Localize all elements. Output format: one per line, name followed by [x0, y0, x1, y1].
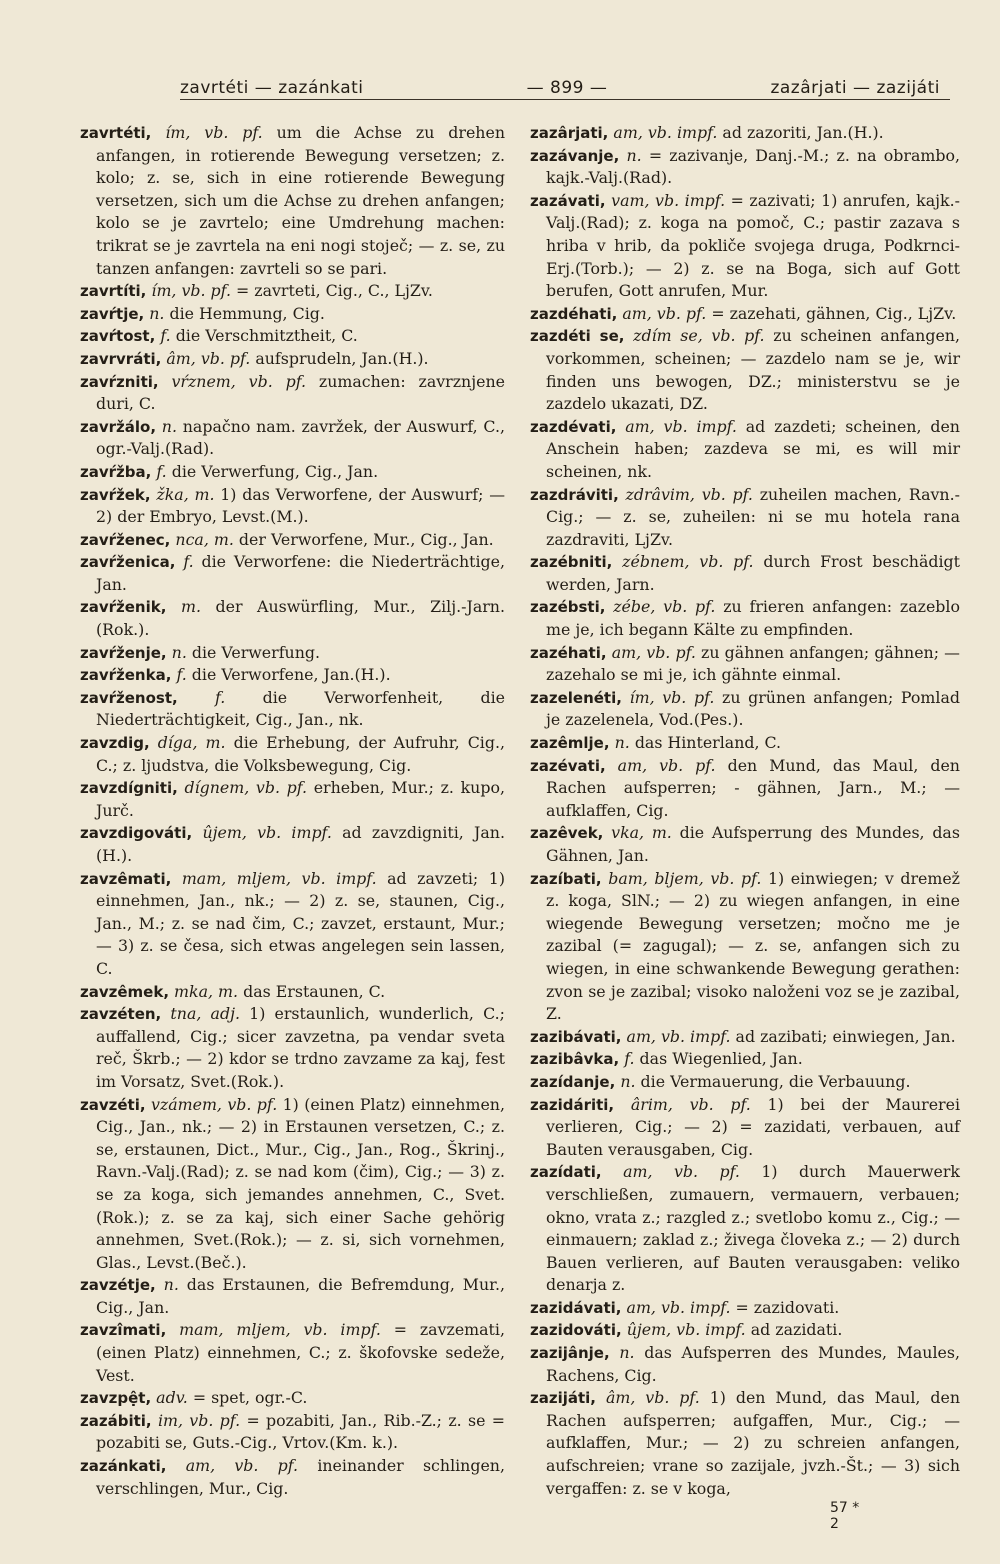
- entry-grammar: zébnem, vb. pf.: [622, 552, 754, 572]
- entry-definition: den Mund, das Maul, den Rachen aufsperren; - gähnen, Jarn., M.; — aufklaffen, Cig.: [546, 755, 960, 820]
- entry-headword: zazêvek,: [530, 824, 604, 843]
- dictionary-entry: [530, 1319, 960, 1342]
- entry-headword: zazídanje,: [530, 1072, 616, 1091]
- dictionary-entry: [530, 868, 960, 1026]
- dictionary-entry: [80, 822, 505, 867]
- entry-grammar: n.: [149, 303, 165, 323]
- dictionary-entry: [530, 303, 960, 326]
- entry-headword: zazdévati,: [530, 417, 617, 436]
- dictionary-entry: [80, 325, 505, 348]
- entry-grammar: vam, vb. impf.: [611, 190, 726, 210]
- entry-headword: zazibávati,: [530, 1027, 622, 1046]
- entry-definition: zu gähnen anfangen; gähnen; — zazehalo se mi je, ich gähnte einmal.: [546, 642, 960, 685]
- entry-definition: 1) (einen Platz) einnehmen, Cig., Jan., nk.; — 2) in Erstaunen versetzen, C.; z. se, erstaunen, Dict., Mur., Cig., Jan., Rog., Škrinj., Ravn.-Valj.(Rad); z. se nad kom (čim), Cig.; — 3) z. se za koga, sich jemandes annehmen, C., Svet.(Rok.); z. se za kaj, sich einer Sache gehörig annehmen, Svet.(Rok.); — z. si, sich vornehmen, Glas., Levst.(Beč.).: [96, 1094, 506, 1272]
- entry-grammar: ím, vb. pf.: [151, 281, 231, 301]
- entry-definition: zuheilen machen, Ravn.-Cig.; — z. se, zuheilen: ni se mu hotela rana zazdraviti, LjZv.: [546, 484, 960, 549]
- running-header: [180, 62, 940, 98]
- entry-headword: zavŕtje,: [80, 304, 145, 323]
- dictionary-entry: [530, 1387, 960, 1500]
- dictionary-entry: [80, 529, 505, 552]
- dictionary-entry: [80, 484, 505, 529]
- dictionary-entry: [530, 822, 960, 867]
- entry-headword: zavŕžba,: [80, 462, 152, 481]
- entry-definition: = zazidovati.: [735, 1297, 840, 1317]
- entry-headword: zavzdigováti,: [80, 824, 193, 843]
- entry-grammar: am, vb. pf.: [617, 755, 716, 775]
- entry-grammar: am, vb. impf.: [625, 416, 737, 436]
- entry-grammar: nca, m.: [175, 529, 234, 549]
- sheet-mark: 57 * 2: [830, 1500, 860, 1532]
- entry-headword: zavzéten,: [80, 1005, 162, 1024]
- entry-grammar: zdím se, vb. pf.: [633, 326, 765, 346]
- entry-definition: die Verworfene, Jan.(H.).: [191, 665, 391, 685]
- entry-grammar: mka, m.: [174, 981, 239, 1001]
- entry-definition: zumachen: zavrznjene duri, C.: [96, 371, 506, 414]
- entry-definition: die Vermauerung, die Verbauung.: [640, 1071, 911, 1091]
- entry-grammar: vka, m.: [611, 823, 672, 843]
- dictionary-entry: [530, 1026, 960, 1049]
- entry-definition: das Erstaunen, C.: [243, 981, 386, 1001]
- entry-headword: zazdéti se,: [530, 327, 625, 346]
- entry-grammar: im, vb. pf.: [157, 1410, 241, 1430]
- entry-grammar: mam, mljem, vb. impf.: [179, 1320, 381, 1340]
- entry-grammar: am, vb. impf.: [626, 1297, 731, 1317]
- dictionary-entry: [530, 687, 960, 732]
- entry-grammar: vzámem, vb. pf.: [150, 1094, 278, 1114]
- entry-definition: = zazivati; 1) anrufen, kajk.-Valj.(Rad); z. koga na pomoč, C.; pastir zazava s hriba v hrib, da pokliče svojega druga, Podkrnci-Erj.(Torb.); — 2) z. se na Boga, sich auf Gott berufen, Gott anrufen, Mur.: [546, 190, 960, 301]
- left-column: [80, 122, 505, 1500]
- entry-grammar: am, vb. pf.: [622, 303, 707, 323]
- entry-definition: das Hinterland, C.: [634, 733, 782, 753]
- dictionary-entry: [530, 122, 960, 145]
- entry-headword: zavržálo,: [80, 417, 157, 436]
- entry-headword: zavrvráti,: [80, 349, 162, 368]
- dictionary-entry: [80, 122, 505, 280]
- entry-headword: zavŕženje,: [80, 643, 167, 662]
- entry-definition: 1) einwiegen; v dremež z. koga, SlN.; — 2) zu wiegen anfangen, in eine wiegende Bewegung versetzen; močno me je zazibal (= zagugal); — z. se, anfangen sich zu wiegen, in eine schwankende Bewegung gerathen: zvon se je zazibal; visoko naloženi voz se je zazibal, Z.: [546, 868, 960, 1024]
- entry-headword: zavŕžek,: [80, 485, 151, 504]
- entry-definition: die Verwerfung, Cig., Jan.: [171, 461, 379, 481]
- dictionary-entry: [530, 1297, 960, 1320]
- dictionary-entry: [80, 1387, 505, 1410]
- entry-headword: zavzéti,: [80, 1095, 146, 1114]
- dictionary-entry: [530, 551, 960, 596]
- dictionary-entry: [80, 664, 505, 687]
- dictionary-entry: [530, 325, 960, 415]
- entry-grammar: am, vb. pf.: [623, 1162, 740, 1182]
- entry-definition: zu scheinen anfangen, vorkommen, scheinen; — zazdelo nam se je, wir finden uns bewogen, DZ.; ministerstvu se je zazdelo ukazati, DZ.: [546, 326, 960, 414]
- dictionary-entry: [80, 596, 505, 641]
- entry-headword: zavzêmati,: [80, 869, 172, 888]
- entry-headword: zazibâvka,: [530, 1050, 620, 1069]
- entry-headword: zavzdígniti,: [80, 779, 178, 798]
- entry-definition: napačno nam. zavržek, der Auswurf, C., ogr.-Valj.(Rad).: [96, 416, 505, 459]
- dictionary-entry: [530, 596, 960, 641]
- dictionary-entry: [530, 416, 960, 484]
- dictionary-entry: [80, 1003, 505, 1093]
- dictionary-entry: [530, 1094, 960, 1162]
- dictionary-entry: [80, 371, 505, 416]
- dictionary-entry: [80, 1410, 505, 1455]
- entry-headword: zazêmlje,: [530, 734, 610, 753]
- entry-headword: zavŕtost,: [80, 327, 156, 346]
- entry-grammar: žka, m.: [156, 484, 215, 504]
- entry-definition: das Erstaunen, die Befremdung, Mur., Cig., Jan.: [96, 1275, 505, 1317]
- entry-grammar: dígnem, vb. pf.: [184, 778, 308, 798]
- dictionary-entry: [80, 687, 505, 732]
- entry-definition: die Hemmung, Cig.: [169, 303, 325, 323]
- entry-grammar: f.: [624, 1049, 635, 1069]
- entry-grammar: m.: [180, 597, 201, 617]
- entry-grammar: n.: [171, 642, 187, 662]
- dictionary-entry: [80, 303, 505, 326]
- entry-grammar: díga, m.: [157, 733, 226, 753]
- entry-grammar: âm, vb. pf.: [166, 348, 251, 368]
- entry-headword: zavŕženost,: [80, 688, 178, 707]
- entry-definition: = zavrteti, Cig., C., LjZv.: [236, 281, 433, 301]
- entry-definition: die Verworfenheit, die Niederträchtigkeit, Cig., Jan., nk.: [96, 687, 505, 730]
- entry-grammar: n.: [614, 733, 630, 753]
- entry-grammar: âm, vb. pf.: [605, 1388, 700, 1408]
- dictionary-entry: [530, 755, 960, 823]
- entry-definition: zu frieren anfangen: zazeblo me je, ich begann Kälte zu empfinden.: [546, 597, 960, 640]
- dictionary-entry: [530, 642, 960, 687]
- entry-grammar: n.: [619, 1343, 635, 1363]
- entry-grammar: ûjem, vb. impf.: [626, 1320, 746, 1340]
- entry-headword: zazidováti,: [530, 1321, 622, 1340]
- header-left: zavrtéti — zazánkati: [180, 78, 364, 98]
- entry-definition: = zazehati, gähnen, Cig., LjZv.: [711, 303, 957, 323]
- page-number: — 899 —: [526, 78, 608, 98]
- dictionary-entry: [80, 1274, 505, 1319]
- dictionary-entry: [530, 732, 960, 755]
- entry-headword: zazéhati,: [530, 643, 607, 662]
- entry-grammar: vŕznem, vb. pf.: [171, 371, 307, 391]
- entry-grammar: ím, vb. pf.: [165, 123, 263, 142]
- right-column: [530, 122, 960, 1500]
- dictionary-entry: [530, 1161, 960, 1297]
- dictionary-entry: [80, 777, 505, 822]
- dictionary-entry: [80, 461, 505, 484]
- entry-definition: ad zazoriti, Jan.(H.).: [722, 123, 884, 142]
- entry-headword: zazánkati,: [80, 1457, 167, 1476]
- entry-definition: ad zazidati.: [750, 1320, 843, 1340]
- entry-headword: zazdráviti,: [530, 485, 619, 504]
- dictionary-entry: [80, 732, 505, 777]
- entry-grammar: bam, bljem, vb. pf.: [608, 868, 762, 888]
- entry-grammar: am, vb. pf.: [185, 1456, 299, 1476]
- dictionary-entry: [530, 1071, 960, 1094]
- entry-definition: das Aufsperren des Mundes, Maules, Rachens, Cig.: [546, 1343, 961, 1385]
- entry-grammar: am, vb. impf.: [613, 123, 718, 142]
- entry-grammar: f.: [156, 461, 167, 481]
- entry-definition: aufsprudeln, Jan.(H.).: [255, 348, 429, 368]
- entry-definition: = zavzemati, (einen Platz) einnehmen, C.; z. škofovske sedeže, Vest.: [96, 1320, 505, 1385]
- entry-headword: zazávati,: [530, 191, 606, 210]
- entry-headword: zazábiti,: [80, 1411, 152, 1430]
- entry-grammar: ím, vb. pf.: [629, 687, 715, 707]
- dictionary-entry: [80, 642, 505, 665]
- entry-headword: zavzétje,: [80, 1276, 156, 1295]
- entry-definition: die Verschmitztheit, C.: [175, 326, 358, 346]
- dictionary-entry: [530, 1048, 960, 1071]
- entry-grammar: adv.: [156, 1388, 188, 1408]
- entry-definition: der Auswürfling, Mur., Zilj.-Jarn.(Rok.).: [96, 597, 505, 640]
- entry-headword: zavzdig,: [80, 734, 150, 753]
- entry-headword: zazávanje,: [530, 146, 620, 165]
- dictionary-entry: [530, 484, 960, 552]
- entry-headword: zazidávati,: [530, 1298, 622, 1317]
- entry-definition: die Verworfene: die Niederträchtige, Jan.: [96, 552, 506, 594]
- entry-headword: zazíbati,: [530, 869, 602, 888]
- dictionary-entry: [80, 416, 505, 461]
- entry-grammar: zébe, vb. pf.: [613, 597, 716, 617]
- dictionary-entry: [530, 1342, 960, 1387]
- entry-headword: zazébsti,: [530, 598, 606, 617]
- entry-headword: zavrtéti,: [80, 124, 152, 142]
- entry-headword: zazijânje,: [530, 1344, 610, 1363]
- entry-headword: zavŕženec,: [80, 530, 171, 549]
- entry-grammar: n.: [163, 1275, 179, 1295]
- entry-headword: zavŕzniti,: [80, 372, 159, 391]
- entry-headword: zavŕženik,: [80, 598, 167, 617]
- entry-grammar: n.: [620, 1071, 636, 1091]
- dictionary-entry: [80, 348, 505, 371]
- entry-definition: ad zavzdigniti, Jan.(H.).: [96, 823, 505, 865]
- entry-definition: um die Achse zu drehen anfangen, in rotierende Bewegung versetzen; z. kolo; z. se, sich in eine rotierende Bewegung versetzen, sich um die Achse zu drehen anfangen; kolo se je zavrtelo; eine Umdrehung machen: trikrat se je zavrtela na eni nogi stoječ; — z. se, zu tanzen anfangen: zavrteli so se pari.: [96, 123, 505, 278]
- dictionary-entry: [80, 280, 505, 303]
- entry-headword: zavŕženka,: [80, 666, 172, 685]
- entry-definition: ineinander schlingen, verschlingen, Mur., Cig.: [96, 1456, 506, 1498]
- entry-headword: zazébniti,: [530, 553, 613, 572]
- entry-grammar: zdrâvim, vb. pf.: [625, 484, 753, 504]
- dictionary-entry: [530, 145, 960, 190]
- entry-headword: zavzêmek,: [80, 982, 170, 1001]
- entry-headword: zavzîmati,: [80, 1321, 167, 1340]
- entry-grammar: ârim, vb. pf.: [630, 1094, 751, 1114]
- entry-headword: zavzpệt,: [80, 1389, 152, 1408]
- header-right: zazârjati — zazijáti: [770, 78, 940, 98]
- dictionary-entry: [80, 1455, 505, 1500]
- dictionary-entry: [80, 551, 505, 596]
- entry-grammar: f.: [160, 326, 171, 346]
- entry-definition: die Verwerfung.: [191, 642, 321, 662]
- entry-grammar: f.: [215, 687, 226, 707]
- entry-definition: die Erhebung, der Aufruhr, Cig., C.; z. ljudstva, die Volksbewegung, Cig.: [96, 733, 505, 775]
- entry-definition: ad zazibati; einwiegen, Jan.: [735, 1026, 956, 1046]
- dictionary-entry: [530, 190, 960, 303]
- dictionary-entry: [80, 868, 505, 981]
- header-rule: [180, 99, 950, 100]
- entry-grammar: n.: [626, 145, 642, 165]
- entry-headword: zavrtíti,: [80, 282, 147, 301]
- entry-definition: = pozabiti, Jan., Rib.-Z.; z. se = pozabiti se, Guts.-Cig., Vrtov.(Km. k.).: [96, 1410, 505, 1453]
- entry-grammar: ûjem, vb. impf.: [202, 823, 332, 843]
- entry-grammar: mam, mljem, vb. impf.: [181, 868, 377, 888]
- entry-definition: 1) das Verworfene, der Auswurf; — 2) der Embryo, Levst.(M.).: [96, 484, 505, 527]
- entry-headword: zazidáriti,: [530, 1095, 615, 1114]
- entry-definition: = spet, ogr.-C.: [192, 1388, 308, 1408]
- entry-definition: 1) den Mund, das Maul, den Rachen aufsperren; aufgaffen, Mur., Cig.; — aufklaffen, Mur.; — 2) zu schreien anfangen, aufschreien; vrane so zazijale, jvzh.-Št.; — 3) sich vergaffen: z. se v koga,: [546, 1388, 961, 1498]
- entry-definition: ad zazdeti; scheinen, den Anschein haben; zazdeva se mi, es will mir scheinen, nk.: [546, 416, 960, 481]
- entry-headword: zazijáti,: [530, 1389, 596, 1408]
- entry-definition: das Wiegenlied, Jan.: [639, 1049, 803, 1069]
- entry-headword: zazârjati,: [530, 124, 609, 142]
- entry-grammar: am, vb. impf.: [626, 1026, 731, 1046]
- dictionary-entry: [80, 981, 505, 1004]
- entry-definition: 1) erstaunlich, wunderlich, C.; auffallend, Cig.; sicer zavzetna, pa vendar sveta reč, Škrb.; — 2) kdor se trdno zavzame za kaj, fest im Vorsatz, Svet.(Rok.).: [96, 1004, 505, 1091]
- entry-definition: = zazivanje, Danj.-M.; z. na obrambo, kajk.-Valj.(Rad).: [546, 145, 960, 188]
- entry-grammar: n.: [161, 416, 177, 436]
- entry-definition: zu grünen anfangen; Pomlad je zazelenela, Vod.(Pes.).: [546, 687, 960, 730]
- entry-definition: durch Frost beschädigt werden, Jarn.: [546, 552, 961, 594]
- entry-headword: zazelenéti,: [530, 688, 622, 707]
- entry-grammar: am, vb. pf.: [611, 642, 696, 662]
- entry-definition: erheben, Mur.; z. kupo, Jurč.: [96, 778, 505, 820]
- entry-definition: 1) bei der Maurerei verlieren, Cig.; — 2) = zazidati, verbauen, auf Bauten verausgaben, Cig.: [546, 1094, 960, 1159]
- entry-definition: die Aufsperrung des Mundes, das Gähnen, Jan.: [546, 823, 960, 865]
- entry-grammar: tna, adj.: [170, 1004, 240, 1024]
- dictionary-entry: [80, 1319, 505, 1387]
- entry-grammar: f.: [183, 552, 194, 572]
- entry-headword: zazévati,: [530, 756, 606, 775]
- entry-definition: 1) durch Mauerwerk verschließen, zumauern, vermauern, verbauen; okno, vrata z.; razgled z.; svetlobo komu z., Cig.; — einmauern; zaklad z.; živega človeka z.; — 2) durch Bauen verlieren, auf Bauten verausgaben: veliko denarja z.: [546, 1162, 961, 1295]
- entry-headword: zavŕženica,: [80, 553, 176, 572]
- entry-definition: der Verworfene, Mur., Cig., Jan.: [238, 529, 494, 549]
- entry-grammar: f.: [176, 665, 187, 685]
- entry-headword: zazdéhati,: [530, 304, 618, 323]
- dictionary-entry: [80, 1094, 505, 1275]
- entry-definition: ad zavzeti; 1) einnehmen, Jan., nk.; — 2) z. se, staunen, Cig., Jan., M.; z. se nad čim, C.; zavzet, erstaunt, Mur.; — 3) z. se česa, sich etwas angelegen sein lassen, C.: [96, 868, 505, 978]
- entry-headword: zazídati,: [530, 1163, 602, 1182]
